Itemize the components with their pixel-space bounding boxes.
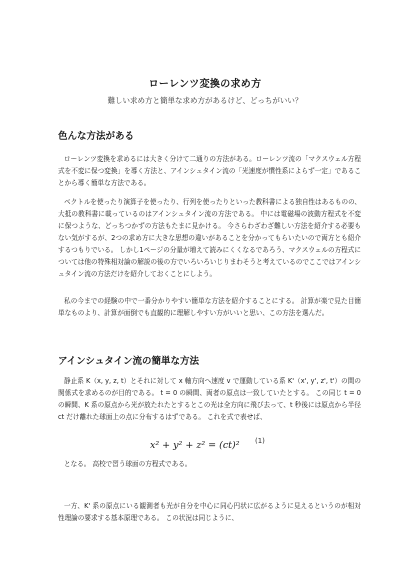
equation — [150, 433, 290, 449]
section-heading: 色んな方法がある — [58, 131, 135, 142]
paragraph: 私の今までの経験の中で一番分かりやすい簡単な方法を紹介することにする。 計算が楽で見た目簡単なものより、計算が面倒でも直観的に理解しやすい方がいいと思い、この方法を選んだ。 — [58, 297, 361, 317]
page-subtitle: 難しい求め方と簡単な求め方があるけど、どっちがいい？ — [107, 96, 303, 105]
paragraph: ローレンツ変換を求めるには大きく分けて二通りの方法がある。ローレンツ流の「マクスウェル方程式を不変に保つ変換」を導く方法と、アインシュタイン流の「光速度が慣性系によらず一定」であることから導く簡単な方法である。 — [58, 155, 361, 187]
page-title: ローレンツ変換の求め方 — [148, 79, 262, 90]
section-heading: アインシュタイン流の簡単な方法 — [58, 356, 200, 367]
paragraph: 一方、K' 系の原点にいる観測者も光が自分を中心に同心円状に広がるように見えるというのが相対性理論の要求する基本原理である。 この状況は同じように、 — [58, 502, 361, 522]
paragraph: 静止系 K（x, y, z, t）とそれに対して x 軸方向へ速度 v で運動している系 K'（x', y', z', t'）の間の関係式を求めるのが目的である。 t = 0 の瞬間、両者の原点は一致していたとする。 この同じ t = 0 の瞬間、K 系の原点から光が放たれたとするとこの光は全方向に飛び去って、t 秒後には原点から半径 ct だけ離れた球面上の点に分布するはずである。 これを式で表せば、 — [58, 377, 361, 421]
equation-number: (1) — [255, 437, 265, 445]
equation-text: x² + y² + z² = (ct)² — [150, 440, 240, 451]
paragraph: となる。 高校で習う球面の方程式である。 — [64, 460, 192, 468]
paragraph: ベクトルを使ったり演算子を使ったり、行列を使ったりといった教科書による独自性はあるものの、大抵の教科書に載っているのはアインシュタイン流の方法である。 中には電磁場の波動方程式を不変に保つような、どっちつかずの方法もたまに見かける。 今さらわざわざ難しい方法を紹介する必要もない気がするが、2つの求め方に大きな思想の違いがあることを分かってもらいたいので両方とも紹介するつもりでいる。 しかし1ページの分量が増えて読みにくくなるであろう、マクスウェルの方程式については他の特殊相対論の解説の後の方でいろいろいじりまわそうと考えているのでここではアインシュタイン流の方法だけを紹介しておくことにしよう。 — [58, 198, 361, 278]
